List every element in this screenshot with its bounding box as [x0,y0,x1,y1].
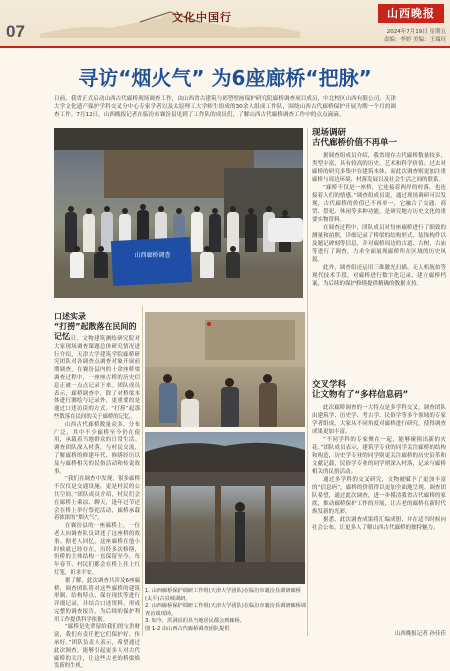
right-paragraph: “廊桥不仅是一座桥，它连接着两岸的村落，也连接着人们的情感。”调查组成员说，通过现场调研可以发现，古代廊桥的价值已不再单一，它融合了交通、商贸、祭祀、休闲等多种功能，是研究地方历史文化的重要实物资料。 [312,185,446,223]
header-divider [0,46,450,48]
right-column-heading-2: 交叉学科 让文物有了“多样信息码” [312,380,409,400]
right-column-heading-1: 现场调研 古代廊桥价值不再单一 [312,128,398,148]
left-paragraph: “廊桥是先辈留给我们的宝贵财富，我们有责任把它们保护好、传承好。”团队负责人表示，希望通过此次调查，能够引起更多人对古代廊桥的关注，让这些古老的桥梁焕发新的生机。 [54,624,140,670]
page-header [0,0,450,48]
left-paragraph: 山西古代廊桥数量众多，分布广泛，其中不少廊桥至今仍在使用，承载着当地群众的日常生活。调查团队深入村落，与村民交流，了解廊桥的修建年代、修缮经历以及与廊桥相关的民俗活动和传说故事。 [54,421,140,475]
covered-bridge-photo [145,432,305,584]
article-headline: 寻访“烟火气” 为6座廊桥“把脉” [78,66,372,90]
author-byline: 山西晚报记者 孙佳佳 [394,631,446,637]
column-divider-left [142,306,143,636]
article-lead: 日前，我省正式启动山西古代廊桥现场调查工作，由山西省古建筑与彩塑壁画保护研究院廊桥调查项目成员，中北校区山西有限公司，天津大学文化遗产保护学科交叉分中心专家学者以及太原理工大学师生组成的30余人组成工作队，围绕山西古代廊桥保护开展为期一个月的调查工作。7月12日，山西晚报记者在临汾市襄汾县见到了工作队的成员们，了解山西古代廊桥调查工作中的点点滴滴。 [54,96,396,119]
page-number: 07 [6,22,25,41]
team-banner-text: 山西廊桥调查 [134,252,171,259]
right-paragraph: 在调查过程中，团队成员对每座廊桥进行了细致的测量和拍照，详细记录了桥梁的结构形式、装饰构件以及题记碑刻等信息，并对廊桥周边的古道、古树、古庙等进行了调查，力求全面展现廊桥所在区域的历史风貌。 [312,225,446,263]
masthead-logo: 山西晚报 [378,4,444,23]
section-title: 文化中国行 [172,11,232,24]
left-paragraph: 当日，文物建筑测绘研究院对大家现场调查课题总体研究情况进行介绍，天津大学建筑学院廊桥研究团队对各调查点调查对象开展前期调查，在襄汾县内的十余座桥梁调查过程中，一座座古桥的历史信息正被一点点记录下来。团队成员表示，廊桥调查中，除了对桥梁本体进行测绘与记录外，更重要的是通过口述访谈的方式，“打捞”起那些散落在民间的关于廊桥的记忆。 [54,336,140,420]
interview-photo [145,312,305,427]
caption-credit: 图 1-2 由山西古代廊桥调查团队提供 [145,625,230,632]
right-paragraph: 通过多学科的交叉研究，文物被赋予了更加丰富的“信息码”，廊桥的价值得以更加全面地呈现。调查团队希望，通过此次调查，进一步摸清我省古代廊桥的家底，推动廊桥保护工作的开展，让古老的廊桥在新时代焕发新的光彩。 [312,477,446,515]
column-divider-right [307,128,308,636]
right-column-body-1 [312,152,446,366]
date-line: 2024年7月19日 星期五 [386,29,446,35]
editor-line: 责编：李婷 美编：王瑞珏 [383,37,446,43]
right-paragraph: 此外，调查组还运用三维激光扫描、无人机航拍等现代技术手段，对廊桥进行数字化记录，建立廊桥档案，为后续的保护修缮提供精确的数据支持。 [312,265,446,287]
right-paragraph: 据调查组成员介绍，我省现存古代廊桥数量较多，类型丰富，具有较高的历史、艺术和科学价值。过去对廊桥的研究多集中在建筑本体，而此次调查则更加注重廊桥与周边环境、村落发展以及社会生活之间的联系。 [312,153,446,183]
caption-3: 3. 如今，洪洞县的县当地居民都会到廊桥。 [145,618,245,625]
right-paragraph: “不同学科的专家聚在一起，能够碰撞出新的火花。”团队成员表示，建筑学专业的同学关注廊桥的结构和构造，历史学专业的同学则更关注廊桥的历史沿革和文献记载，民俗学专业的同学则深入村落，记录与廊桥相关的民俗活动。 [312,437,446,475]
team-banner [111,237,192,286]
left-column-heading: 口述实录 “打捞”起散落在民间的记忆 [54,312,137,341]
left-paragraph: 在襄汾县的一座廊桥上，一位老人向调查队员讲述了这座桥的故事。据老人回忆，这座廊桥在他小时候就已经存在，历经多次修缮，但桥的主体结构一直保留至今。每年春节，村民们都会在桥上挂上红灯笼，祈求平安。 [54,523,140,576]
eave-ridge-decoration [40,4,300,38]
bridge-roof-illustration [145,432,305,584]
left-paragraph: 据了解，此次调查共涉及6座廊桥，调查团队将对这些廊桥的建筑形制、结构特点、保存现状等进行详细记录，并结合口述资料，形成完整的调查报告，为后续的保护利用工作提供科学依据。 [54,577,140,623]
caption-2: 2. 山西廊桥保护调研工作组(天津大学团队)在临汾市襄汾县调研廊桥调查访谈现场。 [145,603,307,617]
caption-1: 1. 山西廊桥保护调研工作组(天津大学团队)在临汾市襄汾县调研廊桥(太平)古县城调研。 [145,588,301,602]
right-column-body-2 [312,404,446,626]
left-column-body [54,336,140,670]
right-paragraph: 据悉，此次调查成果将汇编成册，并在适当时候向社会公布，让更多人了解山西古代廊桥的独特魅力。 [312,517,446,531]
photo-captions [145,588,307,634]
right-paragraph: 此次廊桥调查的一大特点是多学科交叉。调查团队由建筑学、历史学、考古学、民俗学等多个领域的专家学者组成，大家从不同角度对廊桥进行研究，使得调查成果更加丰富。 [312,405,446,435]
left-paragraph: “我们在调查中发现，很多廊桥不仅仅是交通设施，更是村民的公共空间。”团队成员介绍，村民们会在廊桥上乘凉、聊天，逢年过节还会在桥上举行祭祀活动，廊桥承载着浓浓的“烟火气”。 [54,476,140,522]
